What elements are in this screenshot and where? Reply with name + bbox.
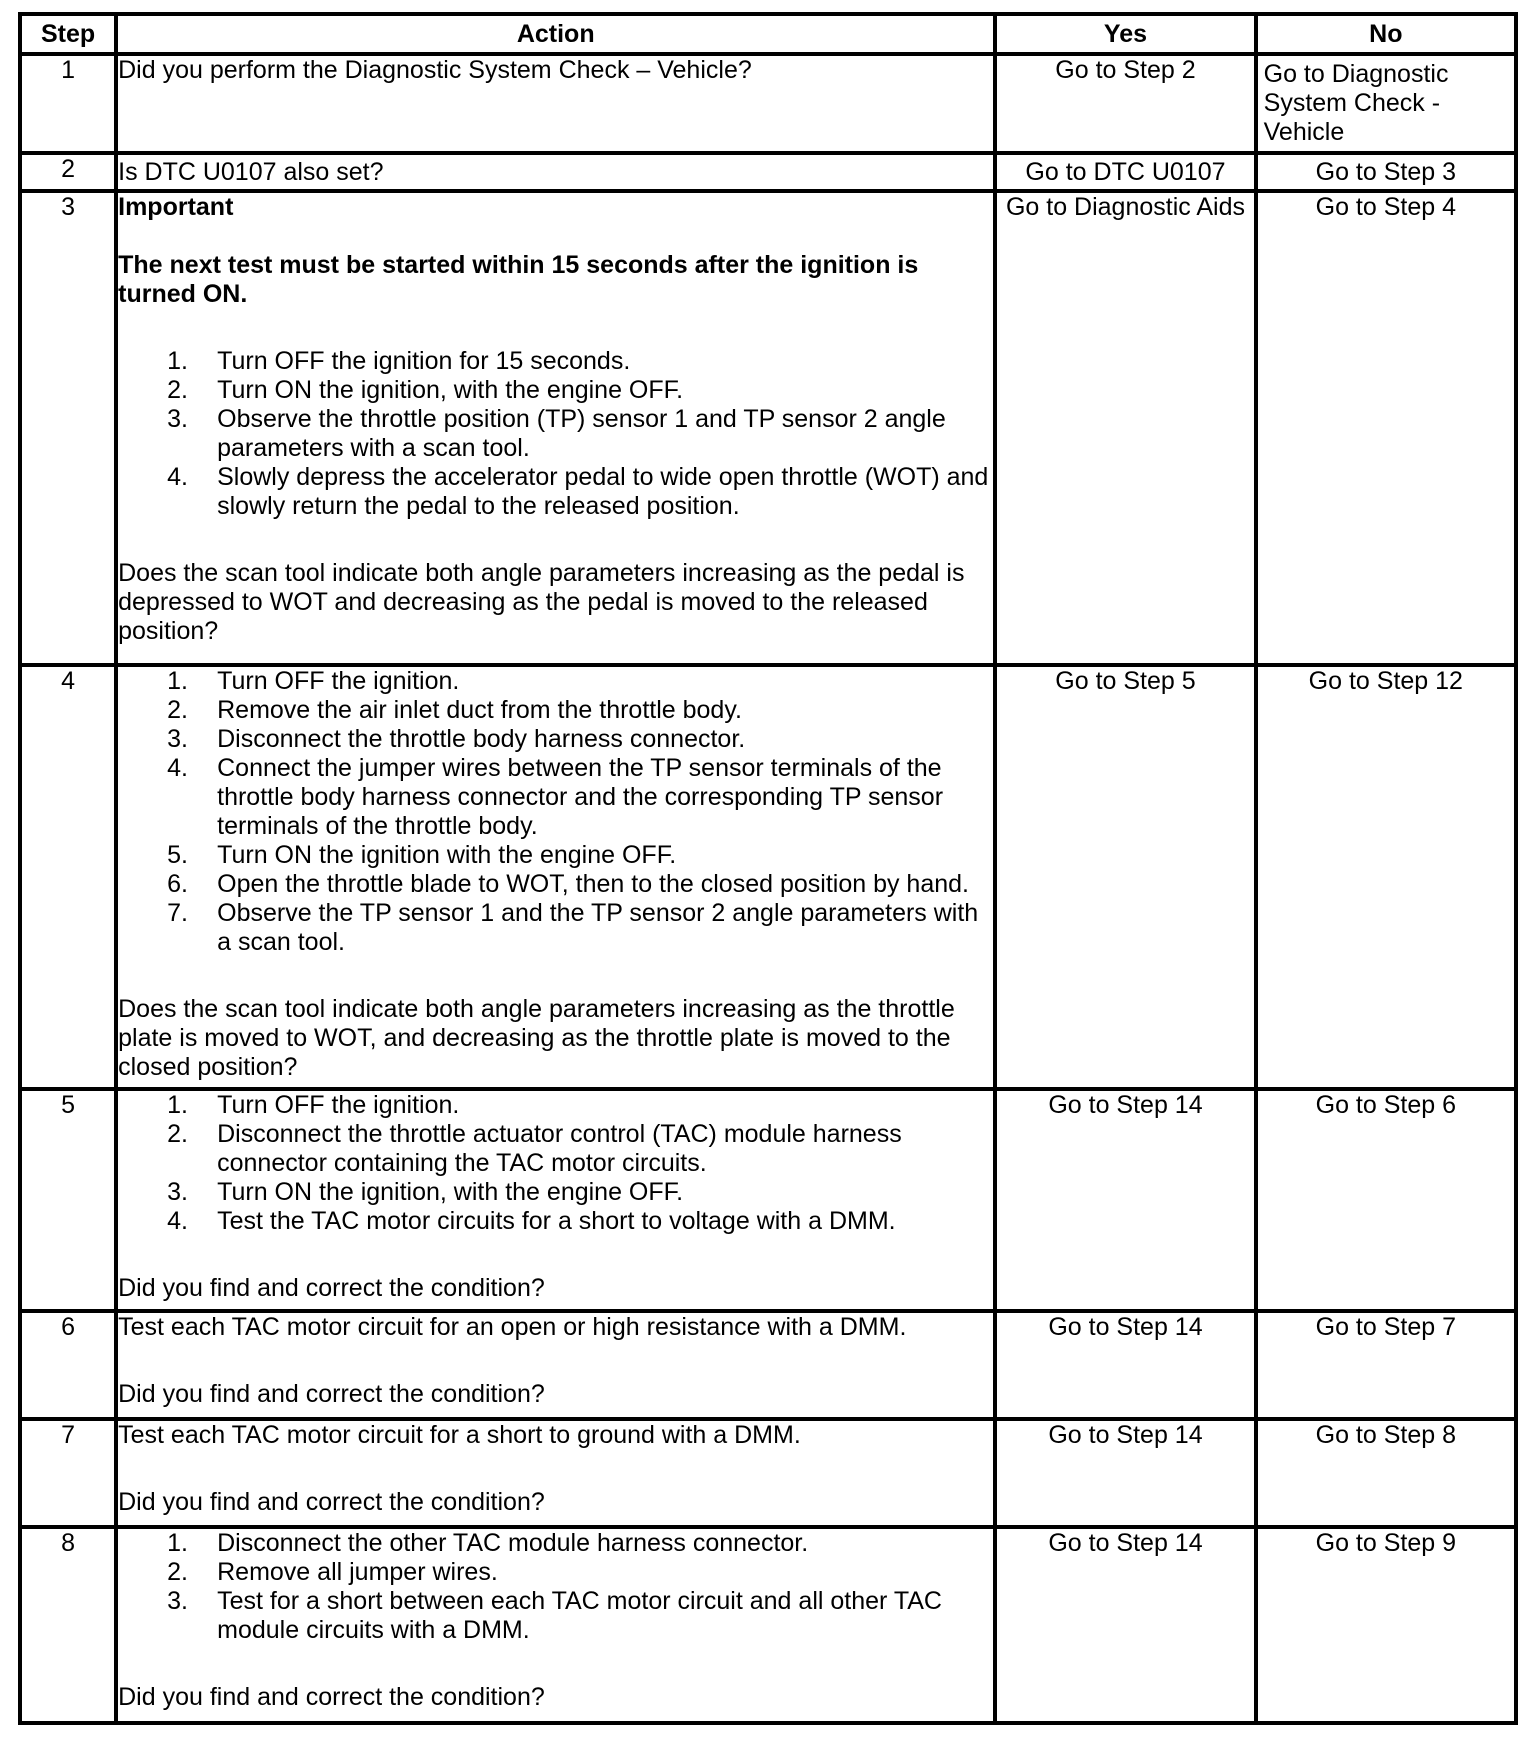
procedure-list [118,347,993,521]
table-row [20,1089,1516,1311]
item-text: Observe the throttle position (TP) sensor 1 and TP sensor 2 angle parameters with a scan tool. [217,405,946,462]
item-text: Turn OFF the ignition. [217,1091,460,1119]
important-title: Important [118,193,234,221]
item-number: 4. [167,1207,188,1235]
procedure-list [118,1529,993,1645]
item-number: 4. [167,463,188,491]
action-cell [116,153,995,191]
list-item [118,667,993,696]
list-item [118,1178,993,1207]
yes-cell: Go to Step 14 [995,1089,1255,1311]
item-text: Test the TAC motor circuits for a short to voltage with a DMM. [217,1207,896,1235]
list-item [118,1587,993,1645]
yes-cell: Go to Step 14 [995,1419,1255,1527]
no-cell: Go to Step 3 [1256,153,1516,191]
action-question: Did you find and correct the condition? [118,1683,545,1711]
list-item [118,1529,993,1558]
diagnostic-document [18,12,1518,1725]
item-text: Disconnect the other TAC module harness connector. [217,1529,809,1557]
item-number: 5. [167,841,188,869]
header-yes: Yes [995,14,1255,54]
action-question: Did you perform the Diagnostic System Check – Vehicle? [118,56,752,84]
table-row [20,665,1516,1089]
action-intro: Test each TAC motor circuit for a short to ground with a DMM. [118,1421,801,1449]
action-question: Did you find and correct the condition? [118,1488,545,1516]
action-cell [116,1089,995,1311]
item-text: Slowly depress the accelerator pedal to wide open throttle (WOT) and slowly return the pedal to the released position. [217,463,989,520]
no-cell: Go to Step 8 [1256,1419,1516,1527]
list-item [118,899,993,957]
item-text: Turn OFF the ignition for 15 seconds. [217,347,631,375]
item-number: 3. [167,1178,188,1206]
action-question: Does the scan tool indicate both angle parameters increasing as the throttle plate is moved to WOT, and decreasing as the throttle plate is moved to the closed position? [118,995,955,1081]
table-row [20,191,1516,665]
item-text: Turn ON the ignition, with the engine OFF. [217,376,684,404]
important-text: The next test must be started within 15 seconds after the ignition is turned ON. [118,251,919,308]
list-item [118,376,993,405]
item-text: Observe the TP sensor 1 and the TP sensor 2 angle parameters with a scan tool. [217,899,979,956]
list-item [118,347,993,376]
list-item [118,754,993,841]
action-intro: Test each TAC motor circuit for an open or high resistance with a DMM. [118,1313,907,1341]
item-text: Connect the jumper wires between the TP sensor terminals of the throttle body harness connector and the corresponding TP sensor terminals of the throttle body. [217,754,944,840]
action-question: Did you find and correct the condition? [118,1380,545,1408]
yes-cell: Go to DTC U0107 [995,153,1255,191]
item-text: Turn ON the ignition with the engine OFF. [217,841,677,869]
item-number: 3. [167,1587,188,1615]
action-question: Does the scan tool indicate both angle parameters increasing as the pedal is depressed to WOT and decreasing as the pedal is moved to the released position? [118,559,965,645]
yes-cell: Go to Step 14 [995,1527,1255,1723]
list-item [118,1091,993,1120]
table-row [20,153,1516,191]
item-number: 4. [167,754,188,782]
step-number: 2 [20,153,116,191]
no-cell: Go to Step 7 [1256,1311,1516,1419]
yes-cell: Go to Step 14 [995,1311,1255,1419]
procedure-list [118,1091,993,1236]
action-cell [116,1419,995,1527]
procedure-list [118,667,993,957]
item-text: Disconnect the throttle body harness connector. [217,725,746,753]
step-number: 6 [20,1311,116,1419]
list-item [118,696,993,725]
item-number: 2. [167,1120,188,1148]
step-number: 5 [20,1089,116,1311]
diagnostic-table [18,12,1518,1725]
item-number: 2. [167,696,188,724]
item-number: 3. [167,405,188,433]
step-number: 4 [20,665,116,1089]
header-action: Action [116,14,995,54]
list-item [118,870,993,899]
action-cell [116,191,995,665]
action-cell [116,665,995,1089]
no-cell: Go to Step 12 [1256,665,1516,1089]
no-cell: Go to Step 9 [1256,1527,1516,1723]
action-cell [116,54,995,153]
action-cell [116,1311,995,1419]
item-text: Open the throttle blade to WOT, then to the closed position by hand. [217,870,969,898]
table-row [20,1419,1516,1527]
header-step: Step [20,14,116,54]
item-number: 1. [167,1529,188,1557]
action-cell [116,1527,995,1723]
item-number: 3. [167,725,188,753]
item-number: 6. [167,870,188,898]
item-text: Turn ON the ignition, with the engine OFF. [217,1178,684,1206]
table-row [20,1527,1516,1723]
header-no: No [1256,14,1516,54]
list-item [118,725,993,754]
list-item [118,1558,993,1587]
yes-cell: Go to Diagnostic Aids [995,191,1255,665]
item-number: 1. [167,667,188,695]
no-cell: Go to Step 4 [1256,191,1516,665]
item-number: 1. [167,347,188,375]
no-cell: Go to Step 6 [1256,1089,1516,1311]
yes-cell: Go to Step 5 [995,665,1255,1089]
no-cell: Go to Diagnostic System Check - Vehicle [1256,54,1516,153]
item-text: Disconnect the throttle actuator control (TAC) module harness connector containing the TAC motor circuits. [217,1120,902,1177]
item-text: Turn OFF the ignition. [217,667,460,695]
header-row [20,14,1516,54]
item-number: 7. [167,899,188,927]
item-text: Remove all jumper wires. [217,1558,498,1586]
step-number: 7 [20,1419,116,1527]
list-item [118,1120,993,1178]
step-number: 1 [20,54,116,153]
item-number: 2. [167,376,188,404]
table-row [20,54,1516,153]
item-number: 2. [167,1558,188,1586]
list-item [118,463,993,521]
item-text: Remove the air inlet duct from the throttle body. [217,696,742,724]
list-item [118,841,993,870]
action-question: Did you find and correct the condition? [118,1274,545,1302]
yes-cell: Go to Step 2 [995,54,1255,153]
table-row [20,1311,1516,1419]
item-number: 1. [167,1091,188,1119]
list-item [118,405,993,463]
list-item [118,1207,993,1236]
action-question: Is DTC U0107 also set? [118,157,384,186]
item-text: Test for a short between each TAC motor circuit and all other TAC module circuits with a DMM. [217,1587,942,1644]
step-number: 3 [20,191,116,665]
step-number: 8 [20,1527,116,1723]
